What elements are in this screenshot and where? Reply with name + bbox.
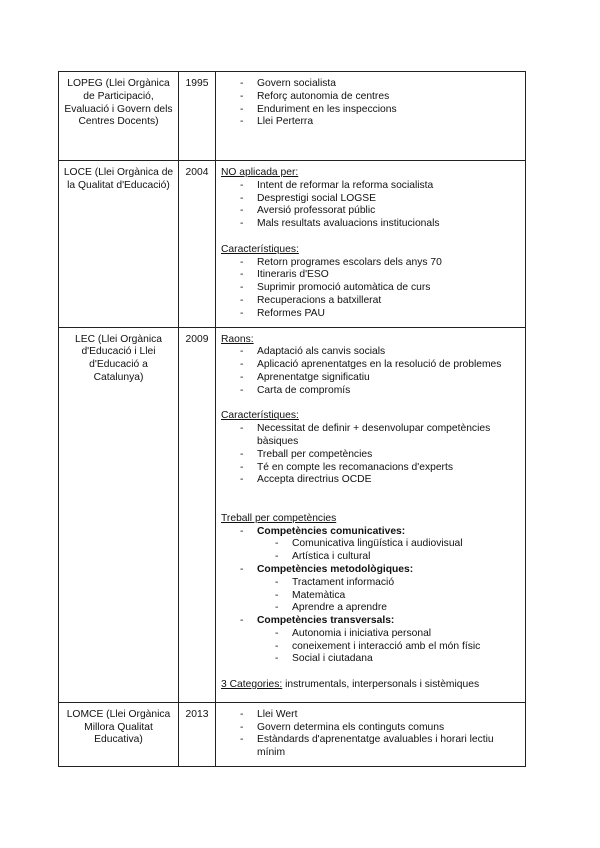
- law-description-cell: [216, 702, 526, 766]
- list-item: - Llei Perterra: [221, 116, 521, 129]
- section-title: Característiques:: [221, 410, 299, 422]
- reasons-list: [221, 180, 521, 231]
- list-item: - coneixement i interacció amb el món físic: [221, 641, 521, 654]
- competence-group-label: Competències comunicatives:: [257, 525, 406, 537]
- list-item: - Necessitat de definir + desenvolupar competències bàsiques: [221, 423, 521, 449]
- law-name: LEC (Llei Orgànica d'Educació i Llei d'Educació a Catalunya): [75, 333, 162, 383]
- law-name: LOCE (Llei Orgànica de la Qualitat d'Educació): [63, 167, 174, 191]
- list-item: - Govern determina els continguts comuns: [221, 722, 521, 735]
- competence-groups-list: [221, 526, 521, 667]
- law-points-list: [221, 78, 521, 129]
- law-name-cell: [59, 327, 179, 702]
- list-item: - Autonomia i iniciativa personal: [221, 628, 521, 641]
- features-list: [221, 257, 521, 321]
- competence-group: [221, 564, 521, 615]
- list-item: - Estàndards d'aprenentatge avaluables i horari lectiu mínim: [221, 734, 521, 760]
- table-row-lec: [59, 327, 526, 702]
- list-item: - Accepta directrius OCDE: [221, 474, 521, 487]
- list-item: - Social i ciutadana: [221, 653, 521, 666]
- list-item: - Itineraris d'ESO: [221, 269, 521, 282]
- table-row-loce: [59, 161, 526, 328]
- competence-group: [221, 526, 521, 564]
- law-year-cell: [179, 327, 216, 702]
- list-item: - Mals resultats avaluacions institucionals: [221, 218, 521, 231]
- list-item: - Té en compte les recomanacions d'experts: [221, 462, 521, 475]
- list-item: - Enduriment en les inspeccions: [221, 104, 521, 117]
- section-title: Raons:: [221, 333, 254, 345]
- section-title: Treball per competències: [221, 512, 337, 524]
- list-item: - Suprimir promoció automàtica de curs: [221, 282, 521, 295]
- list-item: - Govern socialista: [221, 78, 521, 91]
- law-name: LOPEG (Llei Orgànica de Participació, Evaluació i Govern dels Centres Docents): [64, 78, 173, 128]
- law-year: 2009: [185, 333, 209, 345]
- law-year-cell: [179, 72, 216, 161]
- law-description-cell: [216, 161, 526, 328]
- list-item: - Tractament informació: [221, 577, 521, 590]
- list-item: - Adaptació als canvis socials: [221, 346, 521, 359]
- table-row-lomce: [59, 702, 526, 766]
- table-row-lopeg: [59, 72, 526, 161]
- list-item: - Recuperacions a batxillerat: [221, 295, 521, 308]
- categories-text: instrumentals, interpersonals i sistèmiques: [282, 679, 480, 691]
- law-name-cell: [59, 702, 179, 766]
- list-item: - Intent de reformar la reforma socialista: [221, 180, 521, 193]
- list-item: - Aprenentatge significatiu: [221, 372, 521, 385]
- competence-sublist: [221, 538, 521, 564]
- competence-sublist: [221, 628, 521, 666]
- law-description-cell: [216, 327, 526, 702]
- competence-sublist: [221, 577, 521, 615]
- list-item: - Carta de compromís: [221, 385, 521, 398]
- law-description-cell: [216, 72, 526, 161]
- law-name-cell: [59, 161, 179, 328]
- list-item: - Reforç autonomia de centres: [221, 91, 521, 104]
- list-item: - Aplicació aprenentatges en la resolució de problemes: [221, 359, 521, 372]
- list-item: - Aversió professorat públic: [221, 205, 521, 218]
- list-item: - Artística i cultural: [221, 551, 521, 564]
- list-item: - Comunicativa lingüística i audiovisual: [221, 538, 521, 551]
- law-year-cell: [179, 161, 216, 328]
- list-item: - Desprestigi social LOGSE: [221, 193, 521, 206]
- features-list: [221, 423, 521, 487]
- law-name: LOMCE (Llei Orgànica Millora Qualitat Educativa): [66, 708, 171, 746]
- law-points-list: [221, 709, 521, 760]
- list-item: - Reformes PAU: [221, 308, 521, 321]
- list-item: - Matemàtica: [221, 590, 521, 603]
- competence-group-label: Competències metodològiques:: [257, 563, 414, 575]
- competence-group: [221, 615, 521, 666]
- law-year-cell: [179, 702, 216, 766]
- law-year: 2013: [185, 708, 209, 720]
- list-item: - Aprendre a aprendre: [221, 602, 521, 615]
- list-item: - Retorn programes escolars dels anys 70: [221, 257, 521, 270]
- law-name-cell: [59, 72, 179, 161]
- section-title: Característiques:: [221, 243, 299, 255]
- categories-line: [221, 679, 521, 692]
- list-item: - Treball per competències: [221, 449, 521, 462]
- competence-group-label: Competències transversals:: [257, 615, 395, 627]
- law-year: 2004: [185, 167, 209, 178]
- categories-label: 3 Categories:: [221, 679, 283, 691]
- section-title: NO aplicada per:: [221, 167, 299, 178]
- education-laws-table: [58, 71, 526, 767]
- reasons-list: [221, 346, 521, 397]
- law-year: 1995: [185, 78, 209, 89]
- list-item: - Llei Wert: [221, 709, 521, 722]
